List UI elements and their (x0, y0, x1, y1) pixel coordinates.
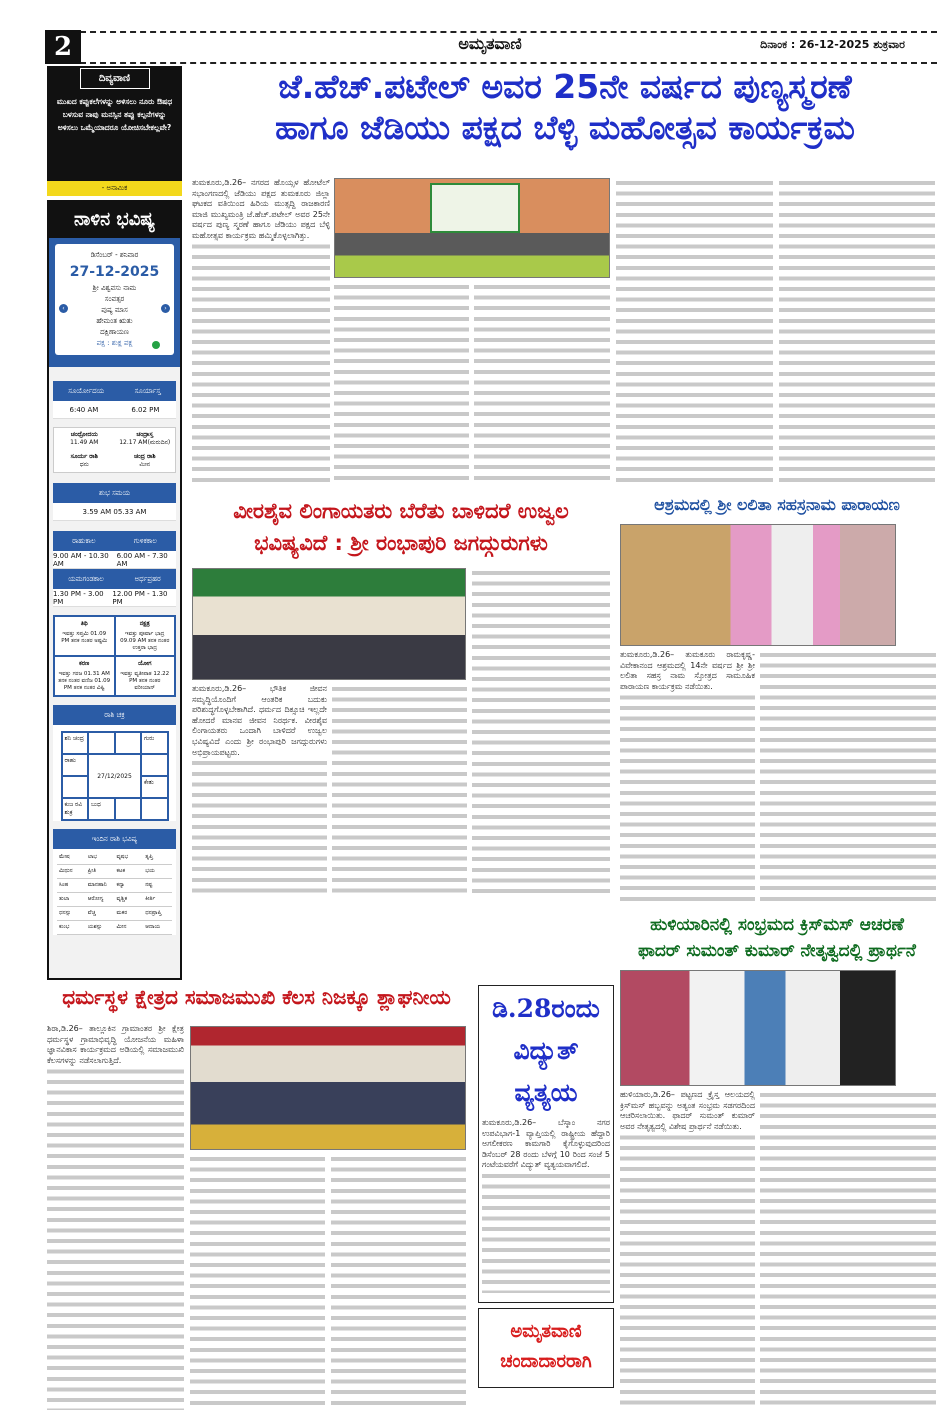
rashi-prediction: ಲಾಭ (86, 851, 115, 865)
moonset-label: ಚಂದ್ರಾಸ್ತ (136, 431, 154, 438)
rashi-prediction: ಮಾನಹಾನಿ (86, 879, 115, 893)
veerashaiva-photo (192, 568, 466, 680)
chandra-rashi: ಮೀನ (139, 461, 151, 468)
masthead: ಅಮೃತವಾಣಿ (458, 34, 522, 53)
whatsapp-icon[interactable] (152, 341, 160, 349)
rashi-bhavishya-label: ಇಂದಿನ ರಾಶಿ ಭವಿಷ್ಯ (91, 834, 138, 843)
guli-label: ಗುಳಿಕಕಾಲ (133, 536, 157, 545)
moonrise-label: ಚಂದ್ರೋದಯ (70, 431, 98, 438)
samvatsara-line: ಶ್ರೀ ವಿಶ್ವವಸು ನಾಮ (92, 284, 137, 292)
power-body: ತುಮಕೂರು,ಡಿ.26– ಬೆಸ್ಕಾಂ ನಗರ ಉಪವಿಭಾಗ-1 ವ್ಯಾಪ್ತಿಯಲ್ಲಿ ರಾಷ್ಟ್ರೀಯ ಹೆದ್ದಾರಿ ಅಗಲೀಕರಣ ಕಾಮಗಾರಿ ಕೈಗೊಳ್ಳುವುದರಿಂದ ಡಿಸೆಂಬರ್ 28 ರಂದು ಬೆಳಗ್ಗೆ 10 ರಿಂದ ಸಂಜೆ 5 ಗಂಟೆಯವರೆಗೆ ವಿದ್ಯುತ್ ವ್ಯತ್ಯಯವಾಗಲಿದೆ. (482, 1118, 610, 1293)
panchanga-panel (47, 200, 182, 980)
veerashaiva-body-col2 (332, 684, 467, 898)
dharmasthala-body-col1: ಶಿರಾ,ಡಿ.26– ತಾಲ್ಲೂಕಿನ ಗ್ರಾಮಾಂತರ ಶ್ರೀ ಕ್ಷೇತ್ರ ಧರ್ಮಸ್ಥಳ ಗ್ರಾಮಾಭಿವೃದ್ಧಿ ಯೋಜನೆಯ ಮಹಿಳಾ ಜ್ಞಾನವಿಕಾಸ ಕಾರ್ಯಕ್ರಮದ ಅಡಿಯಲ್ಲಿ ಸಮಾಜಮುಖಿ ಕೆಲಸಗಳನ್ನು ನಡೆಸಲಾಗುತ್ತಿದೆ. (47, 1024, 184, 1410)
masa-line: ಪುಷ್ಯ ಮಾಸ (101, 306, 128, 314)
lead-body-col5 (779, 178, 935, 486)
panchanga-date: 27-12-2025 (69, 264, 160, 280)
dharmasthala-body-col3 (331, 1154, 466, 1410)
lead-body-col4 (616, 178, 773, 486)
dharmasthala-headline: ಧರ್ಮಸ್ಥಳ ಕ್ಷೇತ್ರದ ಸಮಾಜಮುಖಿ ಕೆಲಸ ನಿಜಕ್ಕೂ ಶ್ಲಾಘನೀಯ (62, 985, 451, 1009)
banner (430, 183, 520, 233)
sunrise-time: 6:40 AM (69, 405, 99, 414)
rashi-name: ಸಿಂಹ (57, 879, 86, 893)
shubha-time: 3.59 AM 05.33 AM (82, 507, 147, 516)
ritu-line: ಹೇಮಂತ ಋತು (96, 317, 133, 325)
surya-rashi-label: ಸೂರ್ಯ ರಾಶಿ (70, 453, 98, 460)
divyavani-author: - ಅನಾಮಿಕ (47, 181, 182, 196)
top-rule (80, 31, 937, 33)
christmas-body-col1: ಹುಳಿಯಾರು,ಡಿ.26– ಪಟ್ಟಣದ ಕ್ರೈಸ್ತ ಆಲಯದಲ್ಲಿ ಕ್ರಿಸ್‌ಮಸ್ ಹಬ್ಬವನ್ನು ಅತ್ಯಂತ ಸಂಭ್ರಮ ಸಡಗರದಿಂದ ಆಚರಿಸಲಾಯಿತು. ಫಾದರ್ ಸುಮಂತ್ ಕುಮಾರ್ ಅವರ ನೇತೃತ್ವದಲ್ಲಿ ವಿಶೇಷ ಪ್ರಾರ್ಥನೆ ನಡೆಯಿತು. (620, 1090, 755, 1410)
yama-label: ಯಮಗಂಡಕಾಲ (68, 574, 104, 583)
rashi-prediction: ನಷ್ಟ (143, 879, 172, 893)
dharmasthala-photo (190, 1026, 466, 1150)
lalitha-body-col2 (760, 650, 936, 905)
rashi-bhavishya-table (57, 851, 172, 935)
date-card (55, 244, 174, 355)
rashi-prediction: ಧನಪ್ರಾಪ್ತಿ (143, 907, 172, 921)
rashi-name: ಮೇಷ (57, 851, 86, 865)
yoga-cell: ಯೋಗ ಇವತ್ತು ವ್ಯತೀಪಾತ 12.22 PM ತನಕ ನಂತರ ವರೀಯಾನ್ (115, 656, 176, 696)
rashi-prediction: ಆದಾಯ (143, 921, 172, 935)
paksha: ಪಕ್ಷ : ಶುಕ್ಲ ಪಕ್ಷ (96, 339, 133, 347)
rashi-chakra-label: ರಾಶಿ ಚಕ್ರ (104, 710, 125, 719)
rashi-name: ವೃಶ್ಚಿಕ (115, 893, 144, 907)
header-rule (80, 62, 937, 64)
christmas-photo (620, 970, 896, 1086)
karana-cell: ಕರಣ ಇವತ್ತು ಗರಜ 01.31 AM ತನಕ ನಂತರ ವಣಿಜ 01.09 PM ತನಕ ನಂತರ ವಿಷ್ಟಿ (54, 656, 115, 696)
rashi-chakra: ಶನಿ ಚಂದ್ರ ಗುರು ರಾಹು 27/12/2025 ಕೇತು ಕುಜ ರವಿ ಶುಕ್ರ ಬುಧ (61, 731, 169, 821)
sunset-label: ಸೂರ್ಯಾಸ್ತ (134, 386, 161, 395)
power-headline-date: ಡಿ.28ರಂದು (492, 994, 600, 1023)
veerashaiva-body-col3 (472, 568, 610, 898)
rashi-name: ತುಲಾ (57, 893, 86, 907)
sunrise-label: ಸೂರ್ಯೋದಯ (68, 386, 105, 395)
lead-body-col3 (474, 282, 610, 486)
power-headline-line2: ವಿದ್ಯುತ್ (513, 1036, 579, 1065)
rashi-prediction: ಭಯ (143, 865, 172, 879)
surya-rashi: ಧನು (79, 461, 89, 468)
samvatsara-line: ಸಂವತ್ಸರ (104, 295, 125, 303)
panchanga-title: ನಾಳಿನ ಭವಿಷ್ಯ (49, 202, 180, 238)
yama-time: 1.30 PM - 3.00 PM (53, 589, 104, 606)
power-cut-box (478, 985, 614, 1303)
rashi-prediction: ಯಶಸ್ಸು (86, 921, 115, 935)
veerashaiva-headline: ವೀರಶೈವ ಲಿಂಗಾಯತರು ಬೆರೆತು ಬಾಳಿದರೆ ಉಜ್ವಲ ಭವಿಷ್ಯವಿದೆ : ಶ್ರೀ ರಂಭಾಪುರಿ ಜಗದ್ಗುರುಗಳು (233, 499, 569, 555)
divyavani-box (47, 66, 182, 196)
ayana-line: ದಕ್ಷಿಣಾಯಣ (100, 328, 129, 336)
rashi-prediction: ಪ್ರೀತಿ (86, 865, 115, 879)
lalitha-headline: ಆಶ್ರಮದಲ್ಲಿ ಶ್ರೀ ಲಲಿತಾ ಸಹಸ್ರನಾಮ ಪಾರಾಯಣ (654, 495, 900, 514)
lead-headline: ಜೆ.ಹೆಚ್.ಪಟೇಲ್ ಅವರ 25ನೇ ವರ್ಷದ ಪುಣ್ಯಸ್ಮರಣೆ ಹಾಗೂ ಜೆಡಿಯು ಪಕ್ಷದ ಬೆಳ್ಳಿ ಮಹೋತ್ಸವ ಕಾರ್ಯಕ್ರಮ (275, 67, 855, 148)
lead-body-col1: ತುಮಕೂರು,ಡಿ.26– ನಗರದ ಹೊಯ್ಸಳ ಹೋಟೆಲ್ ಸಭಾಂಗಣದಲ್ಲಿ ಜೆಡಿಯು ಪಕ್ಷದ ತುಮಕೂರು ಜಿಲ್ಲಾ ಘಟಕದ ವತಿಯಿಂದ ಹಿರಿಯ ಮುತ್ಸದ್ದಿ ರಾಜಕಾರಣಿ ಮಾಜಿ ಮುಖ್ಯಮಂತ್ರಿ ಜೆ.ಹೆಚ್.ಪಟೇಲ್ ಅವರ 25ನೇ ವರ್ಷದ ಪುಣ್ಯ ಸ್ಮರಣೆ ಹಾಗೂ ಜೆಡಿಯು ಪಕ್ಷದ ಬೆಳ್ಳಿ ಮಹೋತ್ಸವ ಕಾರ್ಯಕ್ರಮ ಹಮ್ಮಿಕೊಳ್ಳಲಾಗಿತ್ತು. (192, 178, 330, 486)
moonset-time: 12.17 AM(ಮರುದಿನ) (119, 439, 171, 446)
divyavani-title: ದಿವ್ಯವಾಣಿ (80, 68, 150, 89)
issue-date: ದಿನಾಂಕ : 26-12-2025 ಶುಕ್ರವಾರ (760, 38, 905, 51)
lalitha-photo (620, 524, 896, 646)
rashi-prediction: ತೃಪ್ತಿ (143, 851, 172, 865)
dharmasthala-body-col2 (190, 1154, 325, 1410)
next-arrow-icon[interactable]: › (161, 304, 170, 313)
rashi-name: ಮಕರ (115, 907, 144, 921)
prev-arrow-icon[interactable]: ‹ (59, 304, 68, 313)
lead-photo (334, 178, 610, 278)
lalitha-body-col1: ತುಮಕೂರು,ಡಿ.26– ತುಮಕೂರು ರಾಮಕೃಷ್ಣ-ವಿವೇಕಾನಂದ ಆಶ್ರಮದಲ್ಲಿ 14ನೇ ವರ್ಷದ ಶ್ರೀ ಶ್ರೀ ಲಲಿತಾ ಸಹಸ್ರ ನಾಮ ಸ್ತೋತ್ರದ ಸಾಮೂಹಿಕ ಪಾರಾಯಣ ಕಾರ್ಯಕ್ರಮ ನಡೆಯಿತು. (620, 650, 755, 905)
rashi-name: ಧನಸ್ಸು (57, 907, 86, 921)
moonrise-time: 11.49 AM (70, 439, 99, 446)
rashi-name: ಮೀನ (115, 921, 144, 935)
page-number: 2 (45, 30, 81, 64)
shubha-label: ಶುಭ ಸಮಯ (99, 488, 130, 497)
nakshatra-cell: ನಕ್ಷತ್ರ ಇವತ್ತು ಪೂರ್ವಾ ಭಾದ್ರ 09.09 AM ತನಕ ನಂತರ ಉತ್ತರಾ ಭಾದ್ರ (115, 616, 176, 656)
chandra-rashi-label: ಚಂದ್ರ ರಾಶಿ (133, 453, 156, 460)
rashi-name: ವೃಷಭ (115, 851, 144, 865)
christmas-headline: ಹುಳಿಯಾರಿನಲ್ಲಿ ಸಂಭ್ರಮದ ಕ್ರಿಸ್‌ಮಸ್ ಆಚರಣೆ ಫಾದರ್ ಸುಮಂತ್ ಕುಮಾರ್ ನೇತೃತ್ವದಲ್ಲಿ ಪ್ರಾರ್ಥನೆ (638, 915, 916, 961)
subscribe-line2: ಚಂದಾದಾರರಾಗಿ (500, 1351, 592, 1372)
rahu-time: 9.00 AM - 10.30 AM (53, 551, 109, 568)
guli-time: 6.00 AM - 7.30 AM (116, 551, 168, 568)
rashi-name: ಕಟಕ (115, 865, 144, 879)
month-day: ಡಿಸೆಂಬರ್ - ಶನಿವಾರ (90, 251, 139, 259)
rashi-prediction: ಆರೋಗ್ಯ (86, 893, 115, 907)
rahu-label: ರಾಹುಕಾಲ (72, 536, 96, 545)
rashi-prediction: ಕೀರ್ತಿ (143, 893, 172, 907)
rashi-prediction: ವೆಚ್ಚ (86, 907, 115, 921)
power-headline-line3: ವ್ಯತ್ಯಯ (514, 1078, 578, 1107)
ardhaprahara-time: 12.00 PM - 1.30 PM (112, 589, 168, 606)
divyavani-quote: ಮುಖದ ಕಪ್ಪುಕಲೆಗಳನ್ನು ಅಳಿಸಲು ನೂರು ಔಷಧ ಬಳಸುವ ನಾವು ಮನಸ್ಸಿನ ತಪ್ಪು ಕಲ್ಪನೆಗಳನ್ನು ಅಳಿಸಲು ಒಮ್ಮೆಯಾದರೂ ಯೋಚಿಸಬೇಕಲ್ಲವೇ? (56, 97, 173, 132)
lead-body-col2 (334, 282, 469, 486)
subscribe-box (478, 1308, 614, 1388)
rashi-name: ಕುಂಭ (57, 921, 86, 935)
rashi-name: ಕನ್ಯಾ (115, 879, 144, 893)
tithi-cell: ತಿಥಿ ಇವತ್ತು ಸಪ್ತಮಿ 01.09 PM ತನಕ ನಂತರ ಅಷ್ಟಮಿ (54, 616, 115, 656)
sunset-time: 6.02 PM (131, 405, 160, 414)
veerashaiva-body-col1: ತುಮಕೂರು,ಡಿ.26– ಭೌತಿಕ ಜೀವನ ಸಮೃದ್ಧಿಯೊಂದಿಗೆ ಆಂತರಿಕ ಬದುಕು ಪರಿಶುದ್ಧಗೊಳ್ಳಬೇಕಾಗಿದೆ. ಧರ್ಮದ ದಿಕ್ಸೂಚಿ ಇಲ್ಲದೇ ಹೋದರೆ ಮಾನವ ಜೀವನ ನಿರರ್ಥಕ. ವೀರಶೈವ ಲಿಂಗಾಯತರು ಒಂದಾಗಿ ಬಾಳಿದರೆ ಉಜ್ವಲ ಭವಿಷ್ಯವಿದೆ ಎಂದು ಶ್ರೀ ರಂಭಾಪುರಿ ಜಗದ್ಗುರುಗಳು ಅಭಿಪ್ರಾಯಪಟ್ಟರು. (192, 684, 327, 898)
rashi-name: ಮಿಥುನ (57, 865, 86, 879)
ardhaprahara-label: ಅರ್ಧಪ್ರಹರ (134, 574, 161, 583)
christmas-body-col2 (760, 1090, 936, 1410)
subscribe-line1: ಅಮೃತವಾಣಿ (510, 1321, 582, 1342)
